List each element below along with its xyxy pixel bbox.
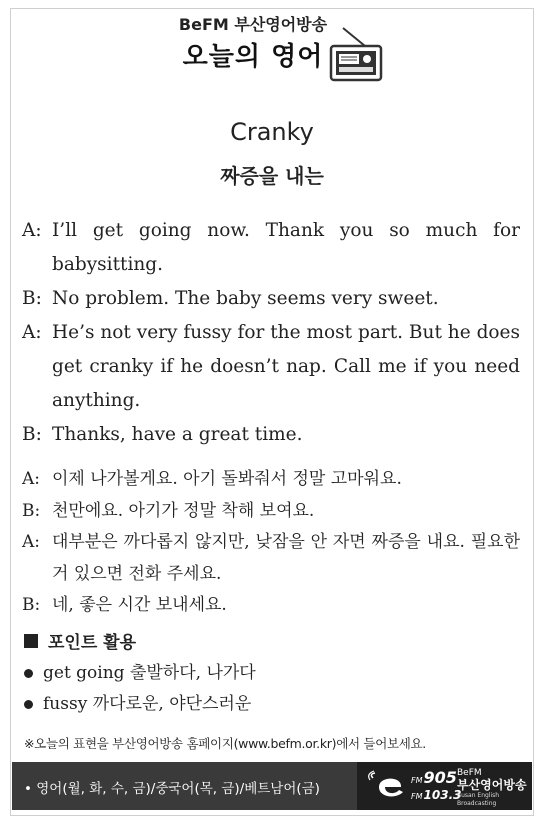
dialogue-text: 천만에요. 아기가 정말 착해 보여요. <box>52 500 315 521</box>
station-name: BeFM 부산영어방송 <box>178 15 328 34</box>
befm-logo-icon <box>367 770 407 802</box>
dialogue-text: He’s not very fussy for the most part. But he does get cranky if he doesn’t nap. Call me if you need anything. <box>52 322 520 411</box>
bullet-icon <box>24 700 33 709</box>
dialogue-line <box>22 214 520 282</box>
dialogue-line <box>22 316 520 418</box>
lesson-title: Cranky <box>230 118 314 146</box>
dialogue-text: I’ll get going now. Thank you so much for babysitting. <box>52 220 520 275</box>
speaker-label: A: <box>22 220 42 241</box>
speaker-label: B: <box>22 595 41 615</box>
dialogue-text: No problem. The baby seems very sweet. <box>52 288 439 309</box>
point-text: get going 출발하다, 나가다 <box>43 663 256 683</box>
logo-brand-text: BeFM 부산영어방송 Busan English Broadcasting <box>457 768 527 807</box>
speaker-label: A: <box>22 469 41 489</box>
speaker-label: A: <box>22 322 42 343</box>
dialogue-text: 네, 좋은 시간 보내세요. <box>52 595 227 615</box>
list-item <box>24 689 256 720</box>
speaker-label: B: <box>22 500 41 521</box>
dialogue-text: 대부분은 까다롭지 않지만, 낮잠을 안 자면 짜증을 내요. 필요한 거 있으면 전화 주세요. <box>52 532 520 584</box>
point-text: fussy 까다로운, 야단스러운 <box>43 694 252 714</box>
website-footnote: ※오늘의 표현을 부산영어방송 홈페이지(www.befm.or.kr)에서 들어보세요. <box>24 736 426 751</box>
list-item <box>24 658 256 689</box>
dialogue-text: 이제 나가볼게요. 아기 돌봐줘서 정말 고마워요. <box>52 469 402 489</box>
dialogue-line <box>22 590 520 622</box>
frequency-sub: FM103.3 <box>411 788 462 802</box>
speaker-label: B: <box>22 288 42 309</box>
dialogue-text: Thanks, have a great time. <box>52 424 303 445</box>
station-logo <box>357 762 532 810</box>
point-heading <box>24 628 136 653</box>
lesson-meaning: 짜증을 내는 <box>220 164 324 188</box>
korean-dialogue <box>22 464 520 622</box>
bullet-icon <box>24 669 33 678</box>
language-schedule: • 영어(월, 화, 수, 금)/중국어(목, 금)/베트남어(금) <box>24 781 320 797</box>
radio-icon <box>325 26 385 86</box>
point-heading-label: 포인트 활용 <box>48 633 137 653</box>
dialogue-line <box>22 418 520 452</box>
speaker-label: B: <box>22 424 42 445</box>
dialogue-line <box>22 496 520 528</box>
dialogue-line <box>22 527 520 590</box>
footer-bar <box>12 762 532 810</box>
dialogue-line <box>22 464 520 496</box>
dialogue-line <box>22 282 520 316</box>
frequency-main: FM905 <box>411 768 457 787</box>
english-dialogue <box>22 214 520 452</box>
point-list <box>24 658 256 720</box>
speaker-label: A: <box>22 532 41 552</box>
square-bullet-icon <box>24 634 38 648</box>
program-header <box>0 12 544 82</box>
program-title: 오늘의 영어 <box>182 42 324 72</box>
